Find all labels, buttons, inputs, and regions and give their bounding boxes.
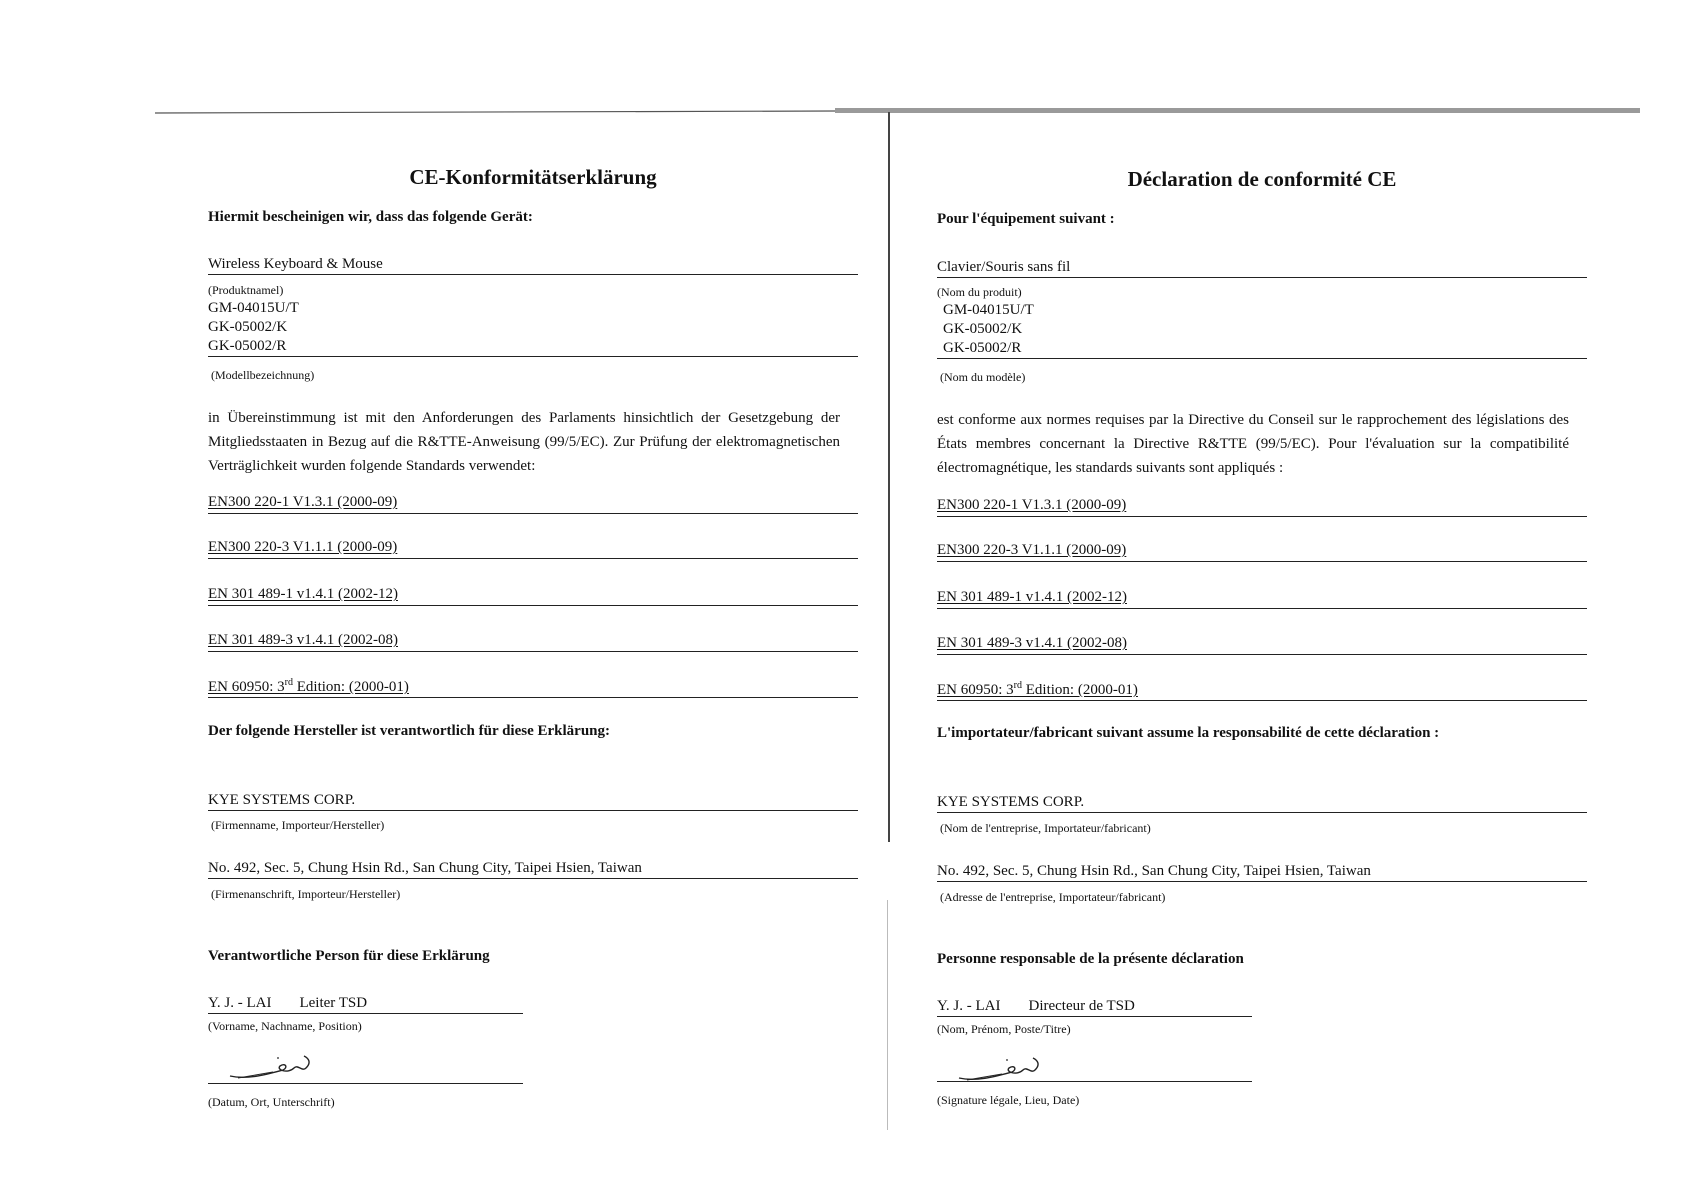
french-signature-label: (Signature légale, Lieu, Date) — [937, 1093, 1080, 1107]
french-standard-5 — [937, 680, 1587, 701]
french-signature — [957, 1052, 1047, 1088]
german-standard-5-pre: EN 60950: 3 — [208, 679, 285, 695]
french-standard-3-text: EN 301 489-1 v1.4.1 (2002-12) — [937, 589, 1127, 605]
german-signature — [228, 1050, 318, 1086]
french-company-label: (Nom de l'entreprise, Importateur/fabricant) — [940, 821, 1151, 835]
column-divider — [888, 112, 890, 842]
german-title: CE-Konformitätserklärung — [409, 165, 657, 189]
french-model-1: GM-04015U/T — [943, 302, 1034, 318]
german-standard-4 — [208, 631, 858, 652]
german-address: No. 492, Sec. 5, Chung Hsin Rd., San Chung City, Taipei Hsien, Taiwan — [208, 860, 642, 876]
german-standard-2-text: EN300 220-3 V1.1.1 (2000-09) — [208, 539, 398, 555]
french-intro: Pour l'équipement suivant : — [937, 211, 1115, 227]
french-standard-3 — [937, 588, 1587, 609]
french-standard-2 — [937, 541, 1587, 562]
german-intro: Hiermit bescheinigen wir, dass das folgende Gerät: — [208, 209, 533, 225]
german-standard-5-text — [208, 679, 409, 695]
german-address-field — [208, 859, 858, 879]
french-title: Déclaration de conformité CE — [1127, 167, 1397, 191]
german-model-1: GM-04015U/T — [208, 300, 299, 316]
german-standard-3 — [208, 585, 858, 606]
french-company-field — [937, 793, 1587, 813]
french-models-field — [937, 301, 1587, 359]
german-company-field — [208, 791, 858, 811]
german-standard-4-text: EN 301 489-3 v1.4.1 (2002-08) — [208, 632, 398, 648]
german-standard-5-post: Edition: (2000-01) — [293, 679, 409, 695]
french-person-heading: Personne responsable de la présente déclaration — [937, 951, 1244, 967]
french-standard-1-text: EN300 220-1 V1.3.1 (2000-09) — [937, 497, 1127, 513]
german-signature-label: (Datum, Ort, Unterschrift) — [208, 1095, 335, 1109]
german-person-heading: Verantwortliche Person für diese Erklärung — [208, 948, 490, 964]
french-product-name-label: (Nom du produit) — [937, 285, 1022, 299]
french-standard-5-text — [937, 682, 1138, 698]
german-address-label: (Firmenanschrift, Importeur/Hersteller) — [211, 887, 401, 901]
german-product-name-field — [208, 255, 858, 275]
french-standard-4-text: EN 301 489-3 v1.4.1 (2002-08) — [937, 635, 1127, 651]
french-standard-5-post: Edition: (2000-01) — [1022, 682, 1138, 698]
french-signature-line — [937, 1081, 1252, 1082]
french-standard-1 — [937, 496, 1587, 517]
column-divider-lower — [887, 900, 888, 1130]
german-company: KYE SYSTEMS CORP. — [208, 792, 356, 808]
german-person-position: Leiter TSD — [299, 995, 368, 1011]
german-model-3: GK-05002/R — [208, 338, 287, 354]
german-standard-5-sup: rd — [284, 677, 294, 688]
french-person-label: (Nom, Prénom, Poste/Titre) — [937, 1022, 1071, 1036]
french-paragraph: est conforme aux normes requises par la Directive du Conseil sur le rapprochement des législations des États membres concernant la Directive R&TTE (99/5/EC). Pour l'évaluation sur la compatibilité électromagnétique, les standards suivants sont appliqués : — [937, 412, 1569, 476]
french-model-label: (Nom du modèle) — [940, 370, 1026, 384]
german-models-field — [208, 299, 858, 357]
german-model-label: (Modellbezeichnung) — [211, 368, 315, 382]
french-manufacturer-heading: L'importateur/fabricant suivant assume la responsabilité de cette déclaration : — [937, 725, 1440, 741]
french-model-2: GK-05002/K — [943, 321, 1023, 337]
french-address-field — [937, 862, 1587, 882]
scan-edge-line — [155, 108, 1640, 114]
german-person-field — [208, 994, 523, 1014]
french-standard-4 — [937, 634, 1587, 655]
french-address-label: (Adresse de l'entreprise, Importateur/fabricant) — [940, 890, 1166, 904]
french-company: KYE SYSTEMS CORP. — [937, 794, 1085, 810]
german-product-name: Wireless Keyboard & Mouse — [208, 256, 383, 272]
german-signature-line — [208, 1083, 523, 1084]
german-product-name-label: (Produktnamel) — [208, 283, 284, 297]
german-standard-1 — [208, 493, 858, 514]
german-manufacturer-heading: Der folgende Hersteller ist verantwortlich für diese Erklärung: — [208, 723, 611, 739]
german-person-name: Y. J. - LAI — [208, 995, 272, 1011]
german-standard-5 — [208, 677, 858, 698]
german-standard-1-text: EN300 220-1 V1.3.1 (2000-09) — [208, 494, 398, 510]
french-standard-2-text: EN300 220-3 V1.1.1 (2000-09) — [937, 542, 1127, 558]
french-standard-5-sup: rd — [1013, 680, 1023, 691]
french-product-name: Clavier/Souris sans fil — [937, 259, 1071, 275]
french-model-3: GK-05002/R — [943, 340, 1022, 356]
french-person-name: Y. J. - LAI — [937, 998, 1001, 1014]
french-person-field — [937, 997, 1252, 1017]
german-person-label: (Vorname, Nachname, Position) — [208, 1019, 362, 1033]
german-standard-3-text: EN 301 489-1 v1.4.1 (2002-12) — [208, 586, 398, 602]
german-standard-2 — [208, 538, 858, 559]
german-paragraph: in Übereinstimmung ist mit den Anforderungen des Parlaments hinsichtlich der Gesetzgebung der Mitgliedsstaaten in Bezug auf die R&TTE-Anweisung (99/5/EC). Zur Prüfung der elektromagnetischen Verträglichkeit wurden folgende Standards verwendet: — [208, 410, 840, 474]
german-model-2: GK-05002/K — [208, 319, 288, 335]
french-product-name-field — [937, 258, 1587, 278]
german-company-label: (Firmenname, Importeur/Hersteller) — [211, 818, 385, 832]
french-person-position: Directeur de TSD — [1028, 998, 1135, 1014]
french-standard-5-pre: EN 60950: 3 — [937, 682, 1014, 698]
french-address: No. 492, Sec. 5, Chung Hsin Rd., San Chung City, Taipei Hsien, Taiwan — [937, 863, 1371, 879]
